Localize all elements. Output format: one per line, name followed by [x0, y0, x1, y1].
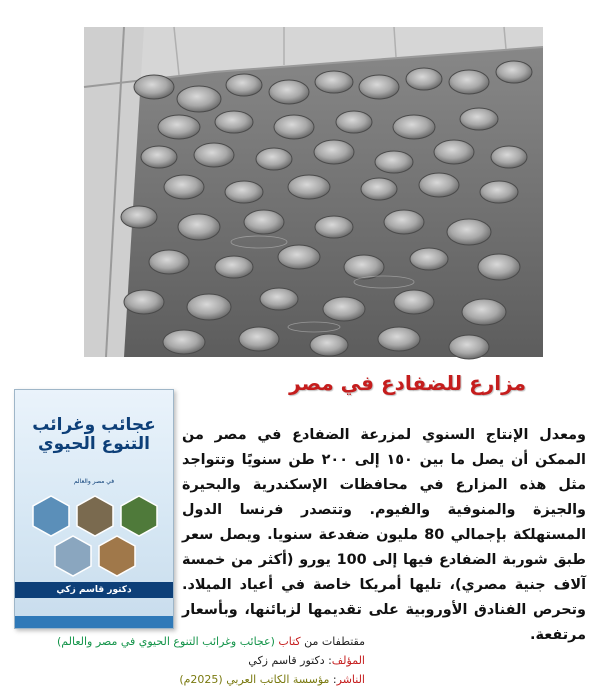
hexagon-image: [121, 496, 157, 536]
book-title-line1: عجائب وغرائب: [32, 415, 156, 435]
hexagon-image: [77, 496, 113, 536]
frogs-photo: [84, 27, 543, 357]
excerpt-book-title: (عجائب وغرائب التنوع الحيوي في مصر والعالم): [57, 635, 275, 648]
excerpt-word: كتاب: [278, 635, 301, 648]
hexagon-image: [33, 496, 69, 536]
excerpt-prefix: مقتطفات من: [304, 635, 365, 648]
article-body: ومعدل الإنتاج السنوي لمزرعة الضفادع في مصر من الممكن أن يصل ما بين ١٥٠ إلى ٢٠٠ طن سنويًا وتتواجد مثل هذه المزارع في محافظات الإسكندرية والبحيرة والجيزة والمنوفية والفيوم. وتتصدر فرنسا الدول المستهلكة بإجمالي 80 مليون ضفدعة سنويا. ويصل سعر طبق شوربة الضفادع فيها إلى 100 يورو (أكثر من خمسة آلاف جنية مصري)، تليها أمريكا خاصة في أعياد الميلاد. وتحرص الفنادق الأوروبية على تقديمها لزبائنها، وبأسعار مرتفعة.: [182, 427, 586, 643]
frogs-photo-image: [84, 27, 543, 357]
book-hexagon-images: [29, 494, 161, 580]
book-author: دكتور قاسم زكي: [15, 582, 173, 598]
hexagon-image: [99, 536, 135, 576]
book-title-line2: التنوع الحيوي: [38, 434, 150, 454]
publisher-label: الناشر: [336, 673, 365, 686]
credits-publisher: الناشر: مؤسسة الكاتب العربي (2025م): [179, 673, 365, 686]
credits-author: المؤلف: دكتور قاسم زكي: [248, 654, 365, 667]
book-subtitle: في مصر والعالم: [73, 478, 115, 485]
author-name: دكتور قاسم زكي: [248, 654, 325, 667]
credits-excerpt: [10, 632, 365, 651]
hexagon-image: [55, 536, 91, 576]
book-bottom-stripe: [15, 616, 173, 628]
article-heading: مزارع للضفادع في مصر: [289, 371, 526, 395]
publisher-name: مؤسسة الكاتب العربي (2025م): [179, 673, 330, 686]
credits: [10, 632, 365, 689]
book-title: [15, 416, 173, 454]
book-cover: [14, 389, 174, 629]
author-label: المؤلف: [331, 654, 365, 667]
